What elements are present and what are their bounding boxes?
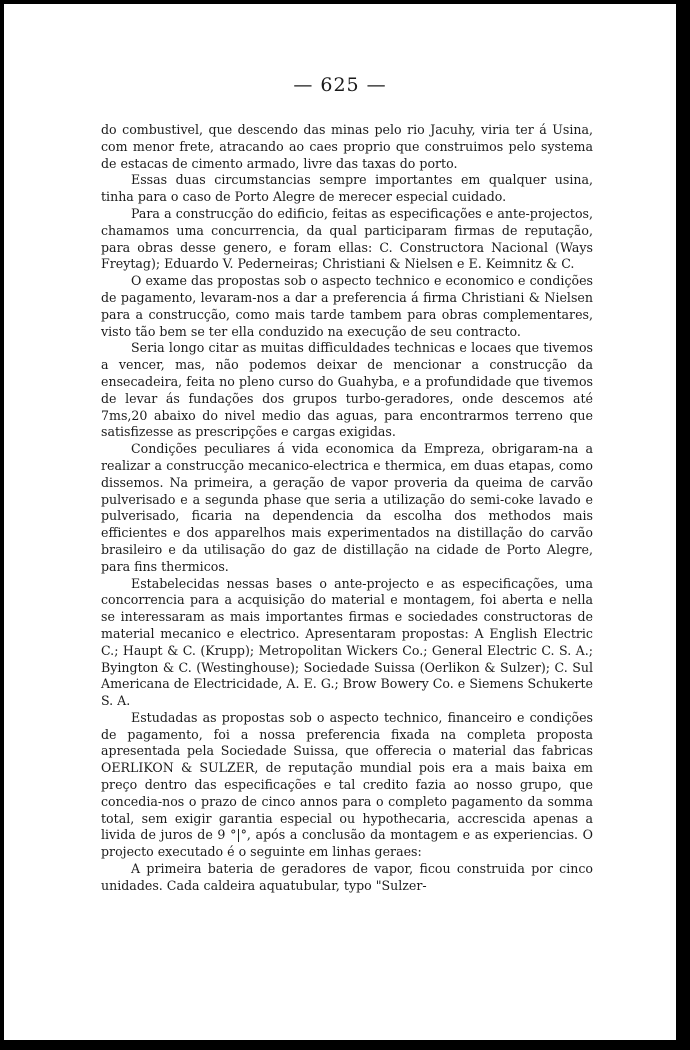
paragraph: Estabelecidas nessas bases o ante-projecto e as especificações, uma concorrencia para a acquisição do material e montagem, foi aberta e nella se interessaram as mais importantes firmas e sociedades constructoras de material mecanico e electrico. Apresentaram propostas: A English Electric C.; Haupt & C. (Krupp); Metropolitan Wickers Co.; General Electric C. S. A.; Byington & C. (Westinghouse); Sociedade Suissa (Oerlikon & Sulzer); C. Sul Americana de Electricidade, A. E. G.; Brow Bowery Co. e Siemens Schukerte S. A. <box>101 575 593 709</box>
paragraph: Para a construcção do edificio, feitas as especificações e ante-projectos, chamamos uma concurrencia, da qual participaram firmas de reputação, para obras desse genero, e foram ellas: C. Constructora Nacional (Ways Freytag); Eduardo V. Pederneiras; Christiani & Nielsen e E. Keimnitz & C. <box>101 205 593 272</box>
paragraph: A primeira bateria de geradores de vapor, ficou construida por cinco unidades. Cada caldeira aquatubular, typo "Sulzer- <box>101 861 593 893</box>
paragraph: Essas duas circumstancias sempre importantes em qualquer usina, tinha para o caso de Porto Alegre de merecer especial cuidado. <box>101 172 593 205</box>
paragraph: do combustivel, que descendo das minas pelo rio Jacuhy, viria ter á Usina, com menor frete, atracando ao caes proprio que construimos pelo systema de estacas de cimento armado, livre das taxas do porto. <box>101 122 593 171</box>
page-number: — 625 — <box>293 74 387 96</box>
paragraph: Seria longo citar as muitas difficuldades technicas e locaes que tivemos a vencer, mas, não podemos deixar de mencionar a construcção da ensecadeira, feita no pleno curso do Guahyba, e a profundidade que tivemos de levar ás fundações dos grupos turbo-geradores, onde descemos até 7ms,20 abaixo do nivel medio das aguas, para encontrarmos terreno que satisfizesse as prescripções e cargas exigidas. <box>101 340 593 440</box>
document-body <box>101 122 593 895</box>
paragraph: O exame das propostas sob o aspecto technico e economico e condições de pagamento, levaram-nos a dar a preferencia á firma Christiani & Nielsen para a construcção, como mais tarde tambem para obras complementares, visto tão bem se ter ella conduzido na execução de seu contracto. <box>101 273 593 339</box>
paragraph: Condições peculiares á vida economica da Empreza, obrigaram-na a realizar a construcção mecanico-electrica e thermica, em duas etapas, como dissemos. Na primeira, a geração de vapor proveria da queima de carvão pulverisado e a segunda phase que seria a utilização do semi-coke lavado e pulverisado, ficaria na dependencia da escolha dos methodos mais efficientes e dos apparelhos mais experimentados na distillação do carvão brasileiro e da utilisação do gaz de distillação na cidade de Porto Alegre, para fins thermicos. <box>101 441 593 574</box>
paragraph: Estudadas as propostas sob o aspecto technico, financeiro e condições de pagamento, foi a nossa preferencia fixada na completa proposta apresentada pela Sociedade Suissa, que offerecia o material das fabricas OERLIKON & SULZER, de reputação mundial pois era a mais baixa em preço dentro das especificações e tal credito fazia ao nosso grupo, que concedia-nos o prazo de cinco annos para o completo pagamento da somma total, sem exigir garantia especial ou hypothecaria, accrescida apenas a livida de juros de 9 °|°, após a conclusão da montagem e as experiencias. O projecto executado é o seguinte em linhas geraes: <box>101 709 593 860</box>
